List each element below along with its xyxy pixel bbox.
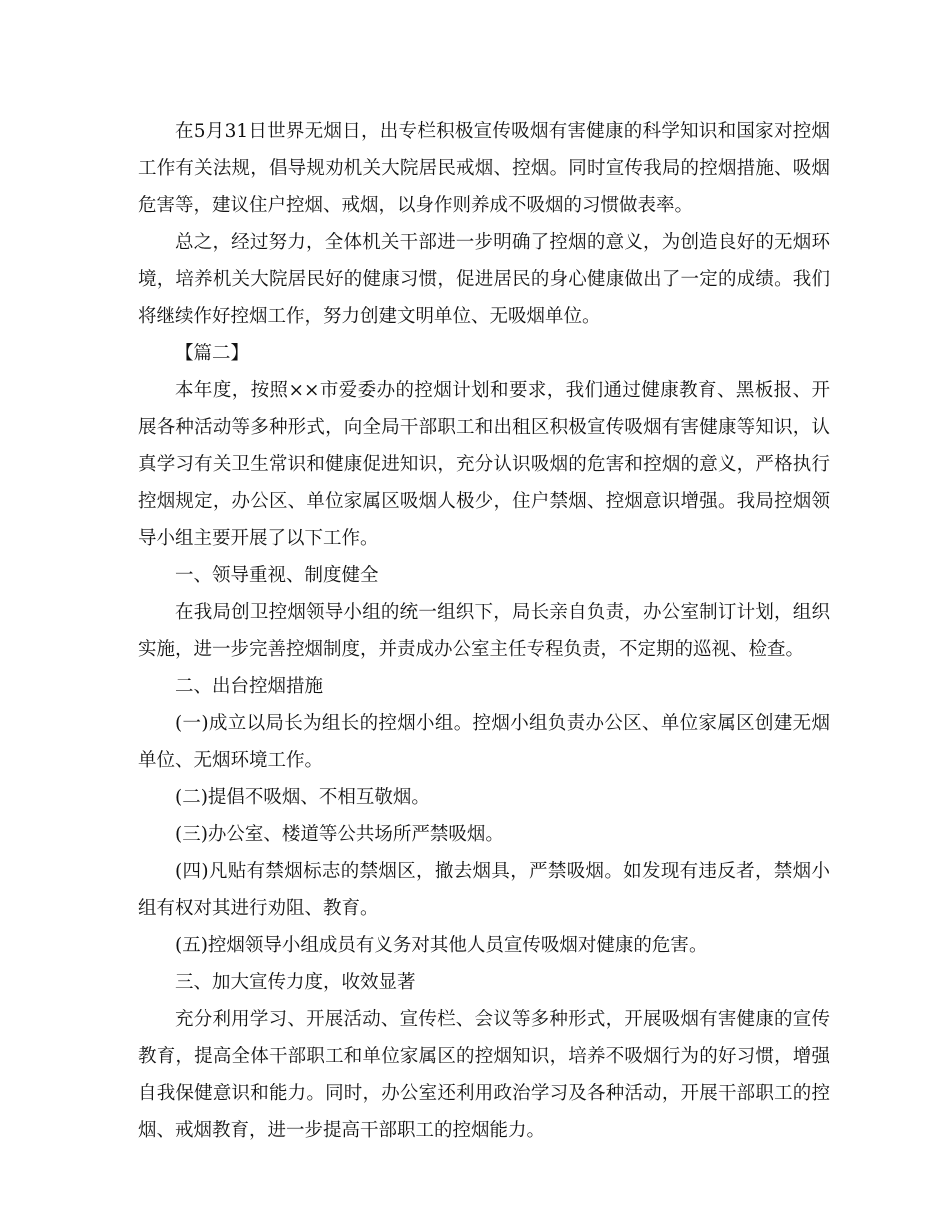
section-heading-part-two: 【篇二】 <box>175 343 250 364</box>
heading-leadership: 一、领导重视、制度健全 <box>175 565 379 586</box>
heading-publicity: 三、加大宣传力度，收效显著 <box>175 972 416 993</box>
paragraph-no-smoking-day: 在5月31日世界无烟日，出专栏积极宣传吸烟有害健康的科学知识和国家对控烟工作有关法规，倡导规劝机关大院居民戒烟、控烟。同时宣传我局的控烟措施、吸烟危害等，建议住户控烟、戒烟，以身作则养成不吸烟的习惯做表率。 <box>138 121 830 216</box>
measure-item-5: (五)控烟领导小组成员有义务对其他人员宣传吸烟对健康的危害。 <box>175 935 708 956</box>
paragraph-summary: 总之，经过努力，全体机关干部进一步明确了控烟的意义，为创造良好的无烟环境，培养机关大院居民好的健康习惯，促进居民的身心健康做出了一定的成绩。我们将继续作好控烟工作，努力创建文明单位、无吸烟单位。 <box>138 232 830 327</box>
paragraph-leadership: 在我局创卫控烟领导小组的统一组织下，局长亲自负责，办公室制订计划，组织实施，进一步完善控烟制度，并责成办公室主任专程负责，不定期的巡视、检查。 <box>138 602 830 660</box>
measure-item-4: (四)凡贴有禁烟标志的禁烟区，撤去烟具，严禁吸烟。如发现有违反者，禁烟小组有权对其进行劝阻、教育。 <box>138 861 830 919</box>
measure-item-3: (三)办公室、楼道等公共场所严禁吸烟。 <box>175 824 504 845</box>
document-page <box>138 113 830 1149</box>
measure-item-2: (二)提倡不吸烟、不相互敬烟。 <box>175 787 430 808</box>
heading-measures: 二、出台控烟措施 <box>175 676 324 697</box>
measure-item-1: (一)成立以局长为组长的控烟小组。控烟小组负责办公区、单位家属区创建无烟单位、无烟环境工作。 <box>138 713 830 771</box>
paragraph-publicity: 充分利用学习、开展活动、宣传栏、会议等多种形式，开展吸烟有害健康的宣传教育，提高全体干部职工和单位家属区的控烟知识，培养不吸烟行为的好习惯，增强自我保健意识和能力。同时，办公室还利用政治学习及各种活动，开展干部职工的控烟、戒烟教育，进一步提高干部职工的控烟能力。 <box>138 1009 830 1141</box>
paragraph-annual-overview: 本年度，按照××市爱委办的控烟计划和要求，我们通过健康教育、黑板报、开展各种活动等多种形式，向全局干部职工和出租区积极宣传吸烟有害健康等知识，认真学习有关卫生常识和健康促进知识，充分认识吸烟的危害和控烟的意义，严格执行控烟规定，办公区、单位家属区吸烟人极少，住户禁烟、控烟意识增强。我局控烟领导小组主要开展了以下工作。 <box>138 380 830 549</box>
